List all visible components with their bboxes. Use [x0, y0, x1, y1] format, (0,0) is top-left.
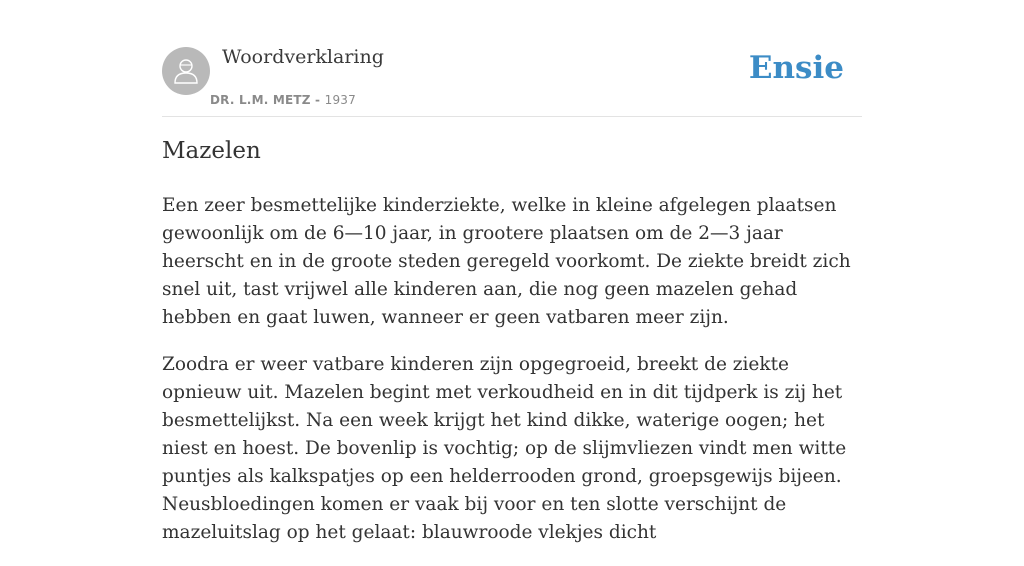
entry-body	[162, 192, 868, 566]
ensie-logo[interactable]: Ensie	[748, 50, 844, 86]
author-name: DR. L.M. METZ	[210, 93, 311, 107]
entry-paragraph: Zoodra er weer vatbare kinderen zijn opgegroeid, breekt de ziekte opnieuw uit. Mazelen begint met verkoudheid en in dit tijdperk is zij het besmettelijkst. Na een week krijgt het kind dikke, waterige oogen; het niest en hoest. De bovenlip is vochtig; op de slijmvliezen vindt men witte puntjes als kalkspatjes op een helderrooden grond, groepsgewijs bijeen. Neusbloedingen komen er vaak bij voor en ten slotte verschijnt de mazeluitslag op het gelaat: blauwroode vlekjes dicht	[162, 354, 847, 543]
entry-paragraph: Een zeer besmettelijke kinderziekte, welke in kleine afgelegen plaatsen gewoonlijk om de 6—10 jaar, in grootere plaatsen om de 2—3 jaar heerscht en in de groote steden geregeld voorkomt. De ziekte breidt zich snel uit, tast vrijwel alle kinderen aan, die nog geen mazelen gehad hebben en gaat luwen, wanneer er geen vatbaren meer zijn.	[162, 195, 851, 328]
publication-year: 1937	[324, 93, 356, 107]
person-icon	[171, 56, 201, 86]
source-header	[162, 46, 862, 117]
user-avatar-icon[interactable]	[162, 47, 210, 95]
source-title[interactable]: Woordverklaring	[222, 46, 384, 68]
author-separator: -	[310, 93, 325, 107]
entry-title: Mazelen	[162, 138, 261, 164]
source-author[interactable]	[210, 93, 356, 107]
